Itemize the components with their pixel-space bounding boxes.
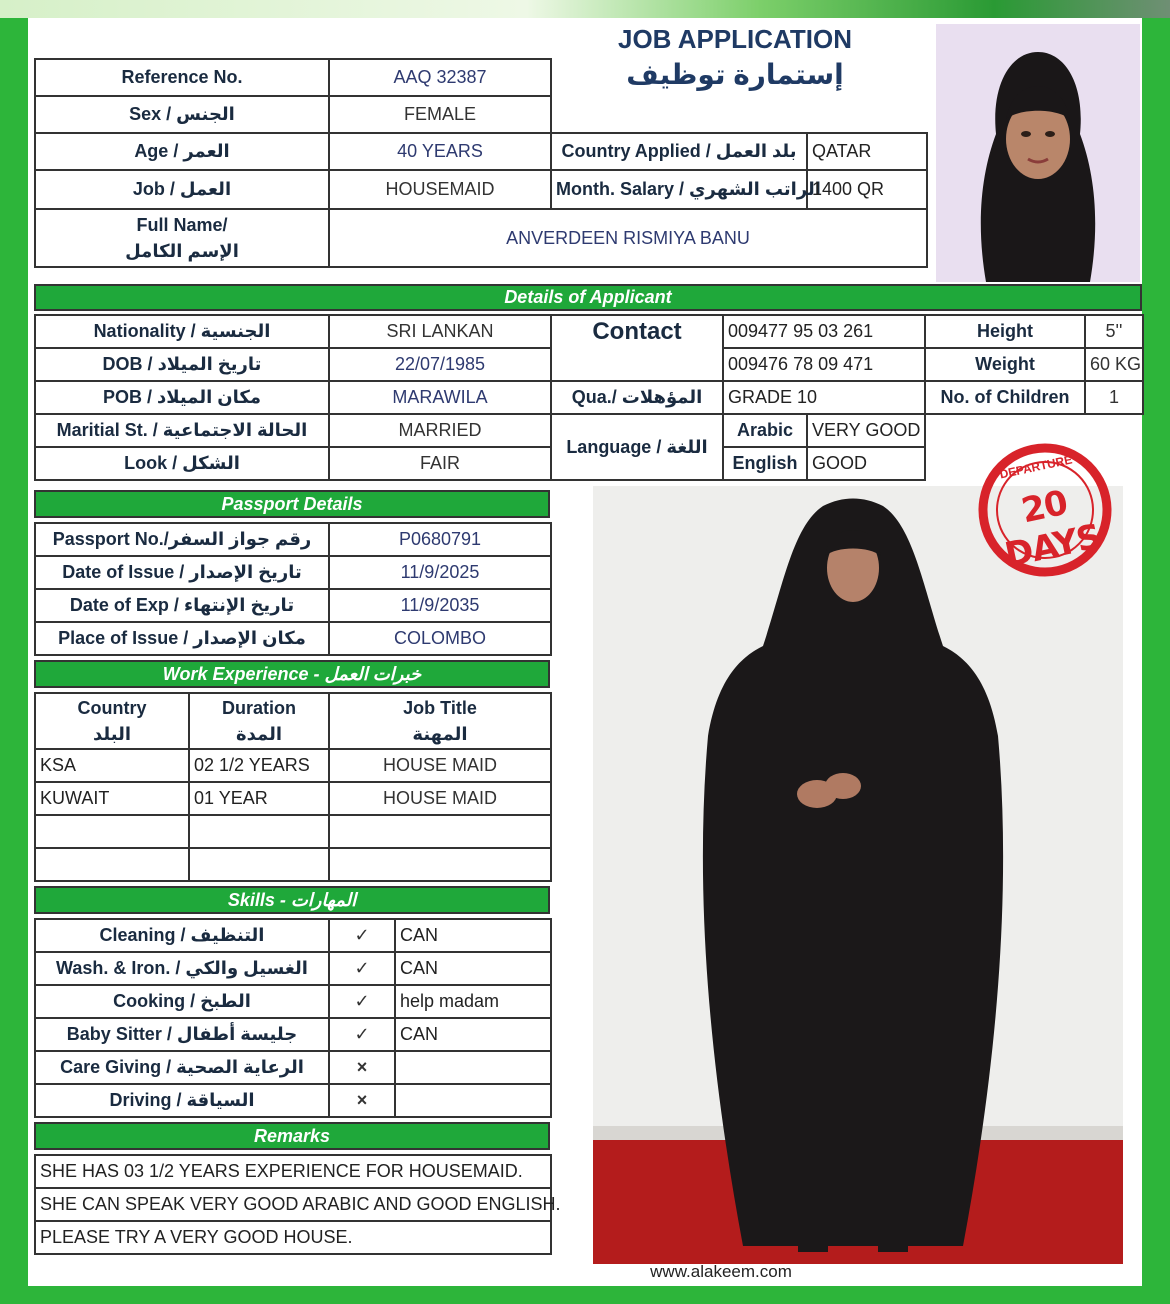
dob-value: 22/07/1985 (329, 348, 551, 381)
work-col-job-en: Job Title (403, 698, 477, 718)
work-heading: Work Experience - خبرات العمل (34, 660, 550, 688)
work-col-country-en: Country (77, 698, 147, 718)
skill-label: Driving / السياقة (35, 1084, 329, 1117)
height-value: 5'' (1085, 315, 1143, 348)
pob-value: MARAWILA (329, 381, 551, 414)
table-row (35, 782, 551, 815)
fullname-label (35, 209, 329, 267)
contact-number-1: 009477 95 03 261 (723, 315, 925, 348)
expiry-date-value: 11/9/2035 (329, 589, 551, 622)
portrait-photo (936, 24, 1140, 282)
qualification-value: GRADE 10 (723, 381, 925, 414)
nationality-label: Nationality / الجنسية (35, 315, 329, 348)
full-body-photo (593, 486, 1123, 1264)
work-col-duration-ar: المدة (235, 724, 283, 744)
work-duration: 02 1/2 YEARS (189, 749, 329, 782)
place-of-issue-label: Place of Issue / مكان الإصدار (35, 622, 329, 655)
skills-table (34, 918, 552, 1118)
skill-value (395, 1084, 551, 1117)
age-label: Age / العمر (35, 133, 329, 170)
work-col-duration-en: Duration (222, 698, 296, 718)
table-row-empty (35, 848, 551, 881)
fullname-label-en: Full Name/ (136, 215, 228, 235)
skill-check-icon: ✓ (329, 985, 395, 1018)
height-label: Height (925, 315, 1085, 348)
skill-label: Cleaning / التنظيف (35, 919, 329, 952)
remark-line: SHE CAN SPEAK VERY GOOD ARABIC AND GOOD ENGLISH. (35, 1188, 551, 1221)
issue-date-label: Date of Issue / تاريخ الإصدار (35, 556, 329, 589)
sex-label: Sex / الجنس (35, 96, 329, 133)
remarks-heading: Remarks (34, 1122, 550, 1150)
expiry-date-label: Date of Exp / تاريخ الإنتهاء (35, 589, 329, 622)
language-label: Language / اللغة (551, 414, 723, 480)
skill-value: CAN (395, 1018, 551, 1051)
website-link[interactable]: www.alakeem.com (650, 1262, 792, 1281)
work-col-job-ar: المهنة (412, 724, 468, 744)
fullname-label-ar: الإسم الكامل (125, 241, 239, 261)
skill-check-icon: ✓ (329, 952, 395, 985)
skill-cross-icon: × (329, 1084, 395, 1117)
work-job: HOUSE MAID (329, 782, 551, 815)
passport-no-value: P0680791 (329, 523, 551, 556)
skill-value: help madam (395, 985, 551, 1018)
skill-row (35, 1051, 551, 1084)
skill-label: Wash. & Iron. / الغسيل والكي (35, 952, 329, 985)
passport-table (34, 522, 552, 656)
salary-label: Month. Salary / الراتب الشهري (551, 170, 807, 209)
children-value: 1 (1085, 381, 1143, 414)
details-heading: Details of Applicant (34, 284, 1142, 311)
skill-check-icon: ✓ (329, 1018, 395, 1051)
children-label: No. of Children (925, 381, 1085, 414)
passport-no-label: Passport No./رقم جواز السفر (35, 523, 329, 556)
reference-value: AAQ 32387 (329, 59, 551, 96)
skill-value: CAN (395, 952, 551, 985)
skill-row (35, 985, 551, 1018)
work-col-country (35, 693, 189, 749)
arabic-label: Arabic (723, 414, 807, 447)
look-label: Look / الشكل (35, 447, 329, 480)
work-country: KUWAIT (35, 782, 189, 815)
skill-row (35, 952, 551, 985)
table-row-empty (35, 815, 551, 848)
contact-number-2: 009476 78 09 471 (723, 348, 925, 381)
work-col-country-ar: البلد (92, 724, 132, 744)
title-arabic: إستمارة توظيف (626, 59, 844, 90)
arabic-value: VERY GOOD (807, 414, 925, 447)
skill-label: Baby Sitter / جليسة أطفال (35, 1018, 329, 1051)
top-info-table (34, 58, 928, 268)
contact-label: Contact (551, 315, 723, 381)
look-value: FAIR (329, 447, 551, 480)
skill-value: CAN (395, 919, 551, 952)
marital-label: Maritial St. / الحالة الاجتماعية (35, 414, 329, 447)
age-value: 40 YEARS (329, 133, 551, 170)
passport-heading: Passport Details (34, 490, 550, 518)
stamp-top-text: DEPARTURE (998, 452, 1074, 482)
work-col-duration (189, 693, 329, 749)
skill-check-icon: ✓ (329, 919, 395, 952)
skill-row (35, 1084, 551, 1117)
country-applied-value: QATAR (807, 133, 927, 170)
weight-value: 60 KG (1085, 348, 1143, 381)
full-body-illustration (593, 486, 1123, 1264)
job-value: HOUSEMAID (329, 170, 551, 209)
fullname-value: ANVERDEEN RISMIYA BANU (329, 209, 927, 267)
place-of-issue-value: COLOMBO (329, 622, 551, 655)
qualification-label: Qua./ المؤهلات (551, 381, 723, 414)
remarks-table (34, 1154, 561, 1255)
work-table (34, 692, 552, 882)
english-value: GOOD (807, 447, 925, 480)
skills-heading: Skills - المهارات (34, 886, 550, 914)
work-country: KSA (35, 749, 189, 782)
issue-date-value: 11/9/2025 (329, 556, 551, 589)
reference-label: Reference No. (35, 59, 329, 96)
salary-value: 1400 QR (807, 170, 927, 209)
skill-row (35, 1018, 551, 1051)
dob-label: DOB / تاريخ الميلاد (35, 348, 329, 381)
remark-line: SHE HAS 03 1/2 YEARS EXPERIENCE FOR HOUSEMAID. (35, 1155, 551, 1188)
skill-value (395, 1051, 551, 1084)
stamp-main-text: 20 DAYS (1001, 482, 1104, 576)
english-label: English (723, 447, 807, 480)
country-applied-label: Country Applied / بلد العمل (551, 133, 807, 170)
title-english: JOB APPLICATION (617, 24, 852, 54)
nationality-value: SRI LANKAN (329, 315, 551, 348)
job-label: Job / العمل (35, 170, 329, 209)
pob-label: POB / مكان الميلاد (35, 381, 329, 414)
skill-label: Cooking / الطبخ (35, 985, 329, 1018)
portrait-illustration (936, 24, 1140, 282)
work-job: HOUSE MAID (329, 749, 551, 782)
top-decorative-strip (0, 0, 1170, 18)
work-col-job (329, 693, 551, 749)
skill-cross-icon: × (329, 1051, 395, 1084)
weight-label: Weight (925, 348, 1085, 381)
sex-value: FEMALE (329, 96, 551, 133)
remark-line: PLEASE TRY A VERY GOOD HOUSE. (35, 1221, 551, 1254)
work-duration: 01 YEAR (189, 782, 329, 815)
skill-row (35, 919, 551, 952)
marital-value: MARRIED (329, 414, 551, 447)
table-row (35, 749, 551, 782)
skill-label: Care Giving / الرعاية الصحية (35, 1051, 329, 1084)
